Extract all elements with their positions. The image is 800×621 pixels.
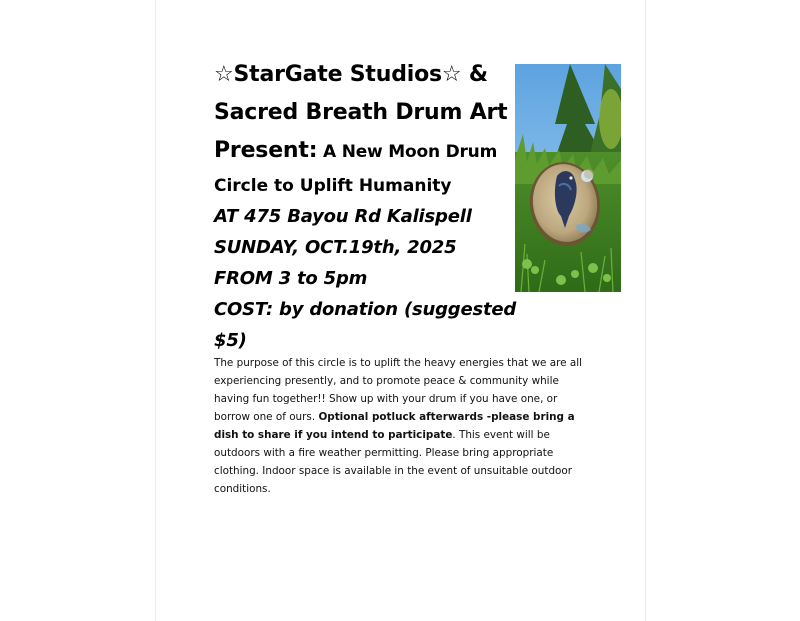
- event-cost: COST: by donation (suggested: [214, 299, 517, 320]
- title-present-label: Present:: [214, 138, 318, 163]
- flyer-heading: [214, 56, 517, 356]
- drum-photo: [515, 64, 621, 292]
- title-line-3: [214, 132, 504, 171]
- event-location: AT 475 Bayou Rd Kalispell: [214, 206, 472, 227]
- title-line-4: Circle to Uplift Humanity: [214, 176, 452, 196]
- title-line-1: ☆StarGate Studios☆ &: [214, 62, 488, 87]
- event-description: [214, 354, 592, 498]
- event-date: SUNDAY, OCT.19th, 2025: [214, 237, 457, 258]
- title-event-name: A New Moon Drum: [317, 142, 498, 162]
- description-details: . This event will be outdoors with a fire weather permitting. Please bring appropriate clothing. Indoor space is available in the event of unsuitable outdoor conditions.: [214, 429, 573, 495]
- event-cost-amount: $5): [214, 330, 247, 351]
- potluck-note: Optional potluck afterwards -please bring a dish to share if you intend to participate: [214, 411, 575, 441]
- flyer-page: [155, 0, 646, 621]
- description-intro: The purpose of this circle is to uplift the heavy energies that we are all experiencing presently, and to promote peace & community while having fun together!! Show up with your drum if you have one, or borrow one of ours.: [214, 357, 583, 423]
- title-line-2: Sacred Breath Drum Art: [214, 100, 508, 125]
- event-time: FROM 3 to 5pm: [214, 268, 368, 289]
